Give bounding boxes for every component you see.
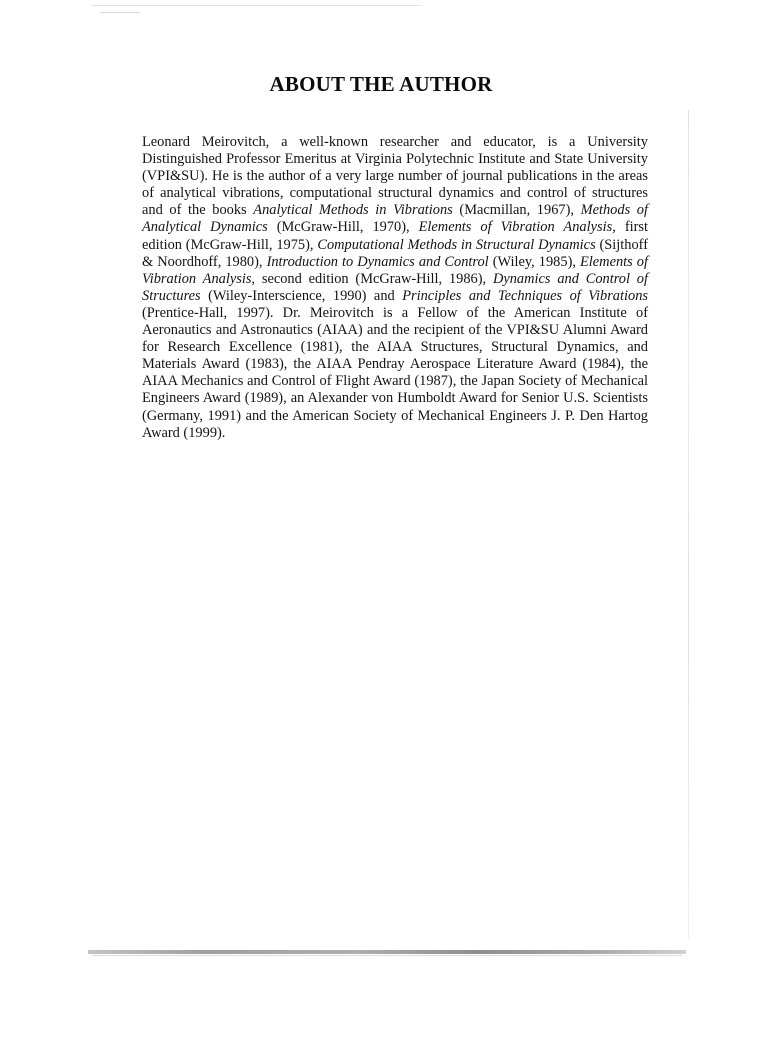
bio-text: (Sijthoff & Noordhoff, 1980), [142,236,649,270]
bio-text: (Macmillan, 1967), [452,202,581,219]
book-title: Analytical Methods in Vibrations [253,202,453,219]
page-bottom-rule [88,950,686,954]
scan-artifact-top [92,5,422,6]
book-title: Dynamics and Control of Structures [142,270,648,304]
book-title: Methods of Analytical Dynamics [142,202,648,236]
page-title: ABOUT THE AUTHOR [269,72,493,96]
book-title: Principles and Techniques of Vibrations [402,287,648,304]
bio-text: first edition (McGraw-Hill, 1975), [142,219,649,253]
book-title: Elements of Vibration Analysis, [418,219,616,236]
scan-artifact-top-mark [100,12,140,13]
bio-text: Leonard Meirovitch, a well-known researcher and educator, is a University Distinguished Professor Emeritus at Virginia Polytechnic Institute and State University (VPI&SU). He is the author of a very large number of journal publications in the areas of analytical vibrations, computational structural dynamics and control of structures and of the books [142,134,648,219]
bio-text: (Prentice-Hall, 1997). Dr. Meirovitch is a Fellow of the American Institute of Aeronautics and Astronautics (AIAA) and the recipient of the VPI&SU Alumni Award for Research Excellence (1981), the AIAA Structures, Structural Dynamics, and Materials Award (1983), the AIAA Pendray Aerospace Literature Award (1984), the AIAA Mechanics and Control of Flight Award (1987), the Japan Society of Mechanical Engineers Award (1989), an Alexander von Humboldt Award for Senior U.S. Scientists (Germany, 1991) and the American Society of Mechanical Engineers J. P. Den Hartog Award (1999). [142,304,648,441]
book-title: Elements of Vibration Analysis, [142,253,648,287]
bio-text: (Wiley-Interscience, 1990) and [200,287,403,304]
bio-text: second edition (McGraw-Hill, 1986), [255,270,493,287]
bio-text: (Wiley, 1985), [488,253,580,270]
bio-text: (McGraw-Hill, 1970), [267,219,419,236]
page-bottom-rule-shadow [92,955,682,956]
book-title: Computational Methods in Structural Dynamics [317,236,596,253]
book-title: Introduction to Dynamics and Control [266,253,489,270]
page-edge-shadow [688,110,689,940]
author-bio [142,134,648,442]
